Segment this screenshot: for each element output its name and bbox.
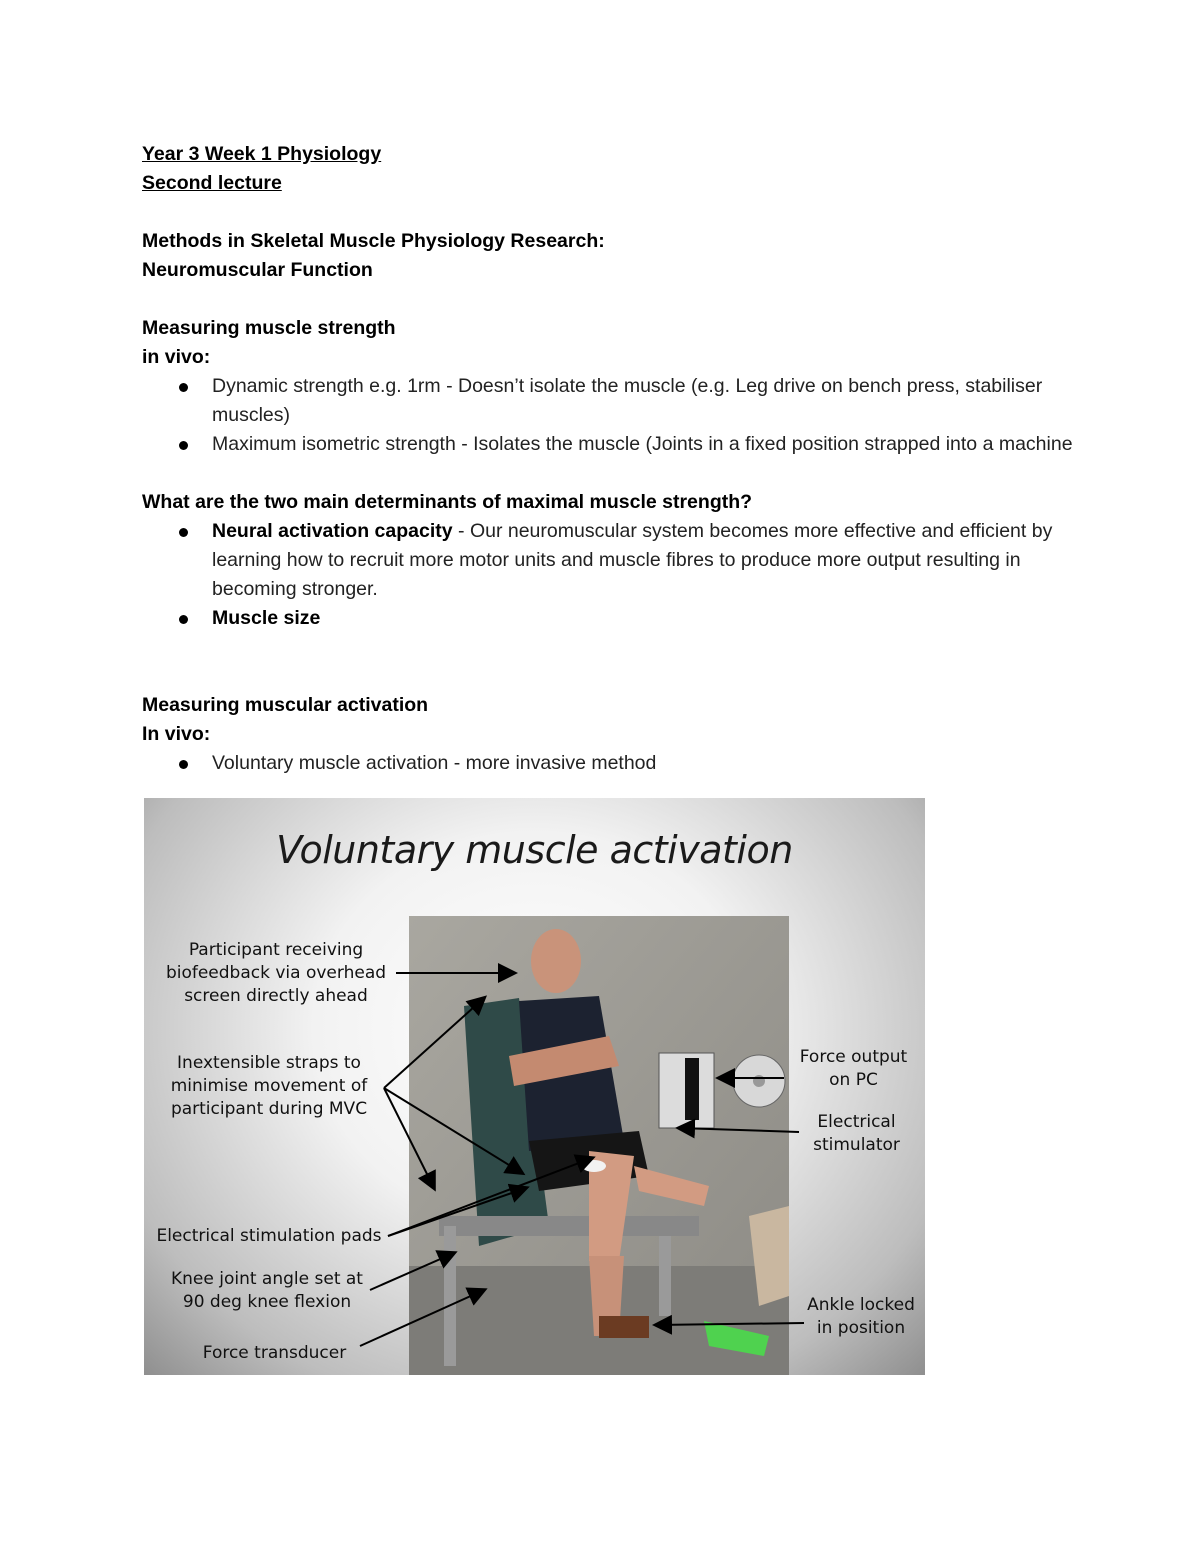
activation-subheading: In vivo: bbox=[142, 723, 211, 745]
label-electrical-stimulator: Electrical stimulator bbox=[813, 1112, 900, 1155]
activation-list bbox=[142, 749, 1082, 778]
list-item: Voluntary muscle activation - more invasive method bbox=[142, 749, 1082, 778]
neural-label: Neural activation capacity bbox=[212, 520, 453, 542]
strength-subheading: in vivo: bbox=[142, 346, 211, 368]
determinants-list bbox=[142, 517, 1082, 633]
methods-subheading: Neuromuscular Function bbox=[142, 259, 373, 281]
strength-heading: Measuring muscle strength bbox=[142, 317, 396, 339]
label-force-output: Force output on PC bbox=[799, 1047, 908, 1090]
neural-text: - Our neuromuscular system becomes more effective and efficient by learning how to recruit more motor units and muscle fibres to produce more output resulting in becoming stronger. bbox=[212, 520, 1053, 600]
list-item bbox=[142, 517, 1082, 604]
label-participant: Participant receiving biofeedback via overhead screen directly ahead bbox=[165, 940, 387, 1006]
determinants-question: What are the two main determinants of maximal muscle strength? bbox=[142, 491, 753, 513]
label-force-transducer: Force transducer bbox=[202, 1343, 347, 1363]
activation-heading: Measuring muscular activation bbox=[142, 694, 429, 716]
list-item: Muscle size bbox=[142, 604, 1082, 633]
list-item: Maximum isometric strength - Isolates the muscle (Joints in a fixed position strapped into a machine bbox=[142, 430, 1082, 459]
methods-heading: Methods in Skeletal Muscle Physiology Research: bbox=[142, 230, 605, 252]
list-item: Dynamic strength e.g. 1rm - Doesn’t isolate the muscle (e.g. Leg drive on bench press, stabiliser muscles) bbox=[142, 372, 1082, 430]
label-stimulation-pads: Electrical stimulation pads bbox=[156, 1226, 382, 1246]
doc-title: Year 3 Week 1 Physiology bbox=[142, 143, 382, 165]
figure-title: Voluntary muscle activation bbox=[276, 828, 793, 872]
label-knee-angle: Knee joint angle set at 90 deg knee flexion bbox=[171, 1269, 363, 1312]
figure-voluntary-activation bbox=[144, 798, 925, 1375]
strength-list bbox=[142, 372, 1082, 459]
doc-subtitle: Second lecture bbox=[142, 172, 282, 194]
label-straps: Inextensible straps to minimise movement of participant during MVC bbox=[170, 1053, 368, 1119]
document-body bbox=[142, 140, 1082, 778]
label-ankle-locked: Ankle locked in position bbox=[807, 1295, 915, 1338]
